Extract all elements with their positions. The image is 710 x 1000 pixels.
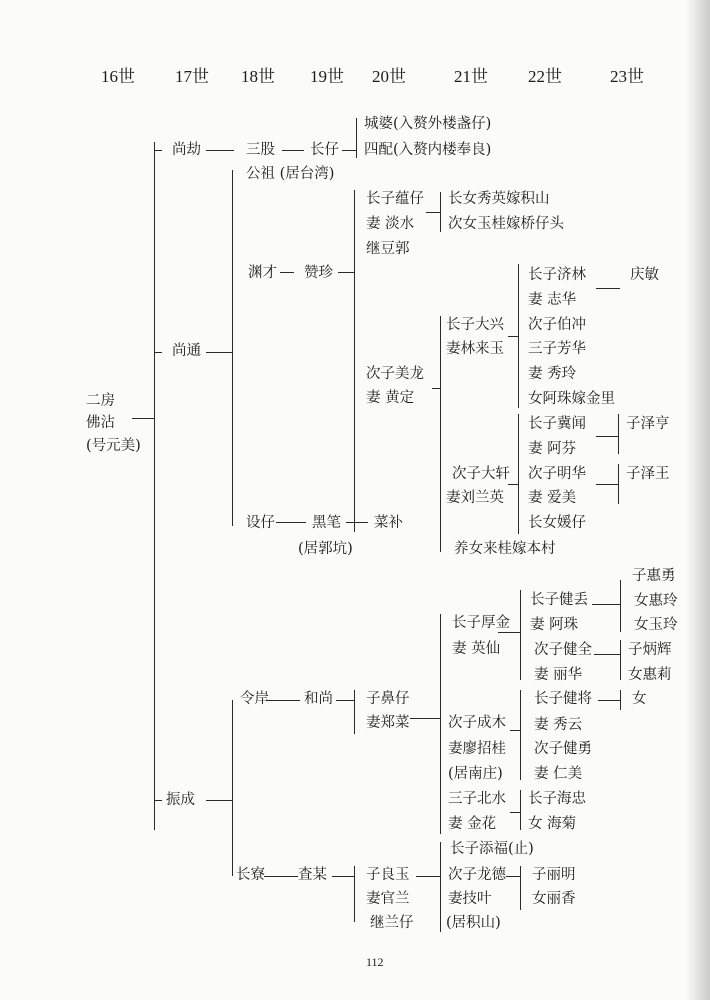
line	[498, 632, 520, 633]
spouse: 妻官兰	[366, 891, 410, 907]
person: 子泽亨	[626, 416, 670, 432]
person: 次子美龙	[366, 366, 424, 382]
line	[596, 484, 618, 485]
spouse: 妻郑菜	[366, 715, 410, 731]
spouse: 妻刘兰英	[446, 490, 504, 506]
person: 女	[632, 691, 647, 707]
person: 渊才	[248, 265, 277, 281]
person: 次子大轩	[452, 466, 510, 482]
line	[520, 690, 521, 780]
person: 和尚	[304, 691, 333, 707]
person: 次子龙德	[448, 867, 506, 883]
spouse: 妻 淡水	[366, 216, 415, 232]
generation-19: 19世	[310, 67, 344, 86]
person: 继兰仔	[370, 915, 414, 931]
generation-21: 21世	[454, 67, 488, 86]
line	[154, 800, 162, 801]
line	[510, 812, 520, 813]
person: 三子芳华	[528, 341, 586, 357]
line	[518, 264, 519, 408]
person: 女惠玲	[634, 593, 678, 609]
person: 子鼻仔	[366, 691, 410, 707]
spouse: 妻林来玉	[446, 341, 504, 357]
line	[440, 316, 441, 552]
line	[620, 640, 621, 680]
person: 女 海菊	[528, 816, 577, 832]
spouse: 妻技叶	[448, 891, 492, 907]
person: 长仔	[310, 142, 339, 158]
line	[154, 352, 162, 353]
line	[206, 800, 232, 801]
line	[416, 876, 440, 877]
generation-22: 22世	[528, 67, 562, 86]
person: 城婆(入赘外楼盏仔)	[364, 116, 492, 132]
person: 长子健丢	[530, 592, 588, 608]
line	[510, 730, 520, 731]
spouse: 妻 秀玲	[528, 366, 577, 382]
person: 女丽香	[532, 891, 576, 907]
line	[354, 690, 355, 734]
spouse: 妻 黄定	[366, 390, 415, 406]
person: 长女秀英嫁积山	[448, 191, 550, 207]
person: 子泽王	[626, 466, 670, 482]
person: 次子明华	[528, 466, 586, 482]
residence-note: (居积山)	[446, 915, 501, 931]
line	[232, 170, 233, 526]
line	[154, 142, 155, 830]
person: 令岸	[240, 691, 269, 707]
spouse: 妻 丽华	[534, 667, 583, 683]
line	[596, 288, 620, 289]
line	[342, 150, 356, 151]
line	[620, 690, 621, 710]
spouse: 妻 阿芬	[528, 441, 577, 457]
person: 庆敏	[630, 267, 659, 283]
line	[520, 866, 521, 910]
root-alias: (号元美)	[86, 438, 141, 454]
line	[232, 700, 233, 876]
person: 尚通	[172, 343, 201, 359]
person: 公祖 (居台湾)	[246, 166, 335, 182]
line	[508, 484, 518, 485]
line	[154, 150, 162, 151]
generation-18: 18世	[241, 67, 275, 86]
person: 长子大兴	[446, 317, 504, 333]
spouse: 妻 英仙	[452, 641, 501, 657]
person: 养女来桂嫁本村	[454, 541, 556, 557]
line	[336, 700, 354, 701]
person: 査某	[298, 867, 327, 883]
person: 女玉玲	[634, 617, 678, 633]
line	[618, 464, 619, 504]
person: 子惠勇	[632, 568, 676, 584]
scan-edge-shadow	[686, 0, 710, 1000]
person: 长子添福(止)	[450, 841, 534, 857]
generation-23: 23世	[610, 67, 644, 86]
line	[356, 118, 357, 158]
line	[506, 876, 520, 877]
line	[426, 212, 440, 213]
line	[520, 590, 521, 680]
line	[518, 414, 519, 534]
person: 女阿珠嫁金里	[528, 391, 615, 407]
line	[432, 388, 440, 389]
person: 次子成木	[448, 715, 506, 731]
person: 长寮	[236, 867, 265, 883]
line	[206, 352, 232, 353]
generation-17: 17世	[175, 67, 209, 86]
spouse: 妻 仁美	[534, 766, 583, 782]
line	[440, 842, 441, 932]
person: 长子蕴仔	[366, 191, 424, 207]
line	[354, 866, 355, 922]
residence-note: (居郭坑)	[298, 541, 353, 557]
line	[598, 700, 620, 701]
person: 长女媛仔	[528, 515, 586, 531]
person: 尚劫	[172, 142, 201, 158]
line	[276, 522, 306, 523]
person: 女惠莉	[628, 667, 672, 683]
person: 子良玉	[366, 867, 410, 883]
person: 长子济林	[528, 267, 586, 283]
line	[620, 580, 621, 632]
spouse: 妻廖招桂	[448, 741, 506, 757]
line	[338, 272, 354, 273]
person: 三子北水	[448, 791, 506, 807]
person: 次子健勇	[534, 741, 592, 757]
page-number: 112	[366, 955, 384, 969]
person: 四配(入赘内楼奉良)	[364, 142, 492, 158]
line	[264, 876, 298, 877]
root-name: 二房	[86, 393, 115, 409]
spouse: 妻 志华	[528, 292, 577, 308]
person: 菜补	[374, 515, 403, 531]
person: 子炳辉	[628, 642, 672, 658]
root-name: 佛沾	[86, 415, 115, 431]
person: 振成	[166, 792, 195, 808]
line	[596, 436, 618, 437]
residence-note: (居南庄)	[448, 766, 503, 782]
line	[618, 414, 619, 454]
line	[592, 604, 620, 605]
person: 长子海忠	[528, 791, 586, 807]
line	[594, 654, 620, 655]
person: 三股	[246, 142, 275, 158]
person: 次子伯冲	[528, 317, 586, 333]
line	[440, 614, 441, 834]
person: 长子厚金	[452, 615, 510, 631]
line	[508, 336, 518, 337]
generation-20: 20世	[372, 67, 406, 86]
line	[132, 418, 154, 419]
person: 次子健全	[534, 642, 592, 658]
person: 子丽明	[532, 867, 576, 883]
spouse: 妻 秀云	[534, 717, 583, 733]
person: 继豆郭	[366, 241, 410, 257]
line	[410, 718, 440, 719]
generation-16: 16世	[101, 67, 135, 86]
person: 设仔	[246, 515, 275, 531]
line	[282, 150, 304, 151]
spouse: 妻 阿珠	[530, 617, 579, 633]
line	[266, 700, 300, 701]
line	[354, 190, 355, 532]
line	[280, 272, 294, 273]
line	[332, 876, 354, 877]
person: 次女玉桂嫁桥仔头	[448, 216, 564, 232]
spouse: 妻 爱美	[528, 490, 577, 506]
spouse: 妻 金花	[448, 816, 497, 832]
line	[346, 522, 368, 523]
person: 长子冀闻	[528, 416, 586, 432]
line	[206, 150, 234, 151]
person: 黑笔	[312, 515, 341, 531]
line	[440, 192, 441, 232]
line	[520, 790, 521, 830]
person: 赞珍	[304, 265, 333, 281]
person: 长子健将	[534, 691, 592, 707]
